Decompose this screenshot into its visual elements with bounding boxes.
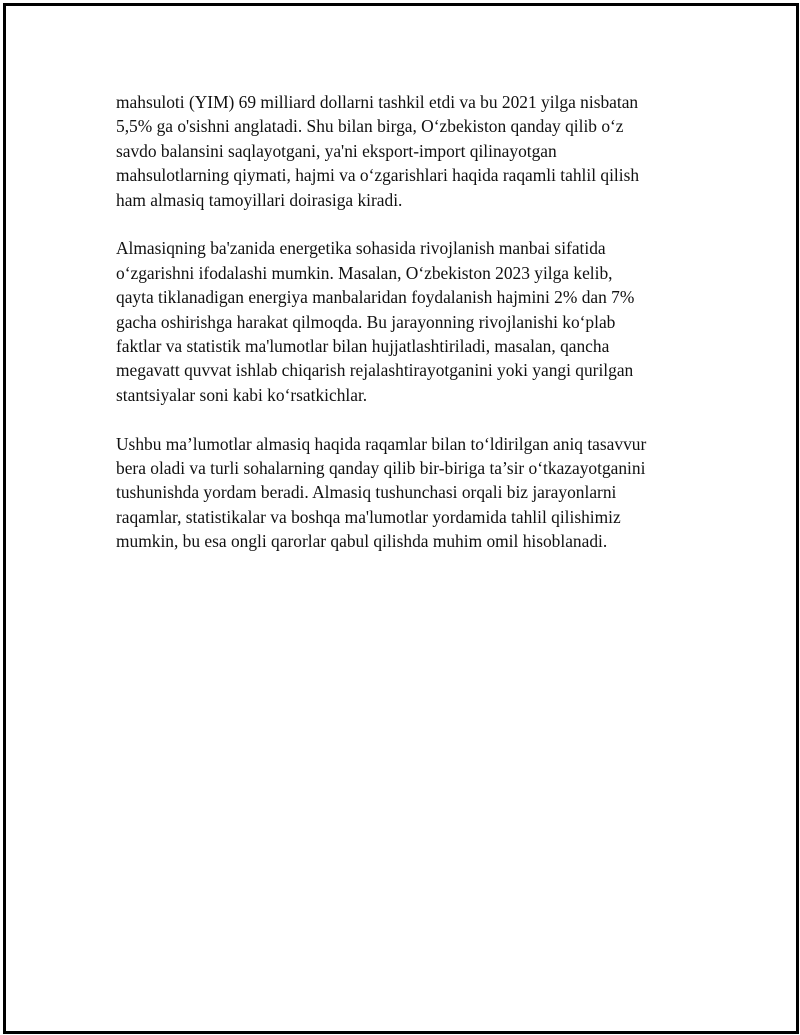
text-line: ham almasiq tamoyillari doirasiga kiradi. xyxy=(116,189,403,210)
text-line: tushunishda yordam beradi. Almasiq tushunchasi orqali biz jarayonlarni xyxy=(116,482,617,503)
document-body xyxy=(116,90,706,578)
text-line: mahsulotlarning qiymati, hajmi va o‘zgarishlari haqida raqamli tahlil qilish xyxy=(116,165,640,186)
text-line: mahsuloti (YIM) 69 milliard dollarni tashkil etdi va bu 2021 yilga nisbatan xyxy=(116,92,639,112)
paragraph-3 xyxy=(116,432,706,554)
text-line: faktlar va statistik ma'lumotlar bilan hujjatlashtiriladi, masalan, qancha xyxy=(116,336,610,357)
text-line: Almasiqning ba'zanida energetika sohasida rivojlanish manbai sifatida xyxy=(116,238,606,259)
text-line: qayta tiklanadigan energiya manbalaridan foydalanish hajmini 2% dan 7% xyxy=(116,287,635,308)
text-line: stantsiyalar soni kabi ko‘rsatkichlar. xyxy=(116,384,368,405)
paragraph-1 xyxy=(116,90,706,212)
text-line: o‘zgarishni ifodalashi mumkin. Masalan, O‘zbekiston 2023 yilga kelib, xyxy=(116,262,613,283)
text-line: raqamlar, statistikalar va boshqa ma'lumotlar yordamida tahlil qilishimiz xyxy=(116,506,621,527)
text-line: savdo balansini saqlayotgani, ya'ni eksport-import qilinayotgan xyxy=(116,140,557,161)
text-line: gacha oshirishga harakat qilmoqda. Bu jarayonning rivojlanishi ko‘plab xyxy=(116,311,616,332)
text-line: bera oladi va turli sohalarning qanday qilib bir-biriga ta’sir o‘tkazayotganini xyxy=(116,458,646,479)
text-line: 5,5% ga o'sishni anglatadi. Shu bilan birga, O‘zbekiston qanday qilib o‘z xyxy=(116,116,624,137)
paragraph-2 xyxy=(116,236,706,407)
text-line: mumkin, bu esa ongli qarorlar qabul qilishda muhim omil hisoblanadi. xyxy=(116,531,608,552)
text-line: megavatt quvvat ishlab chiqarish rejalashtirayotganini yoki yangi qurilgan xyxy=(116,360,634,381)
text-line: Ushbu ma’lumotlar almasiq haqida raqamlar bilan to‘ldirilgan aniq tasavvur xyxy=(116,433,647,454)
